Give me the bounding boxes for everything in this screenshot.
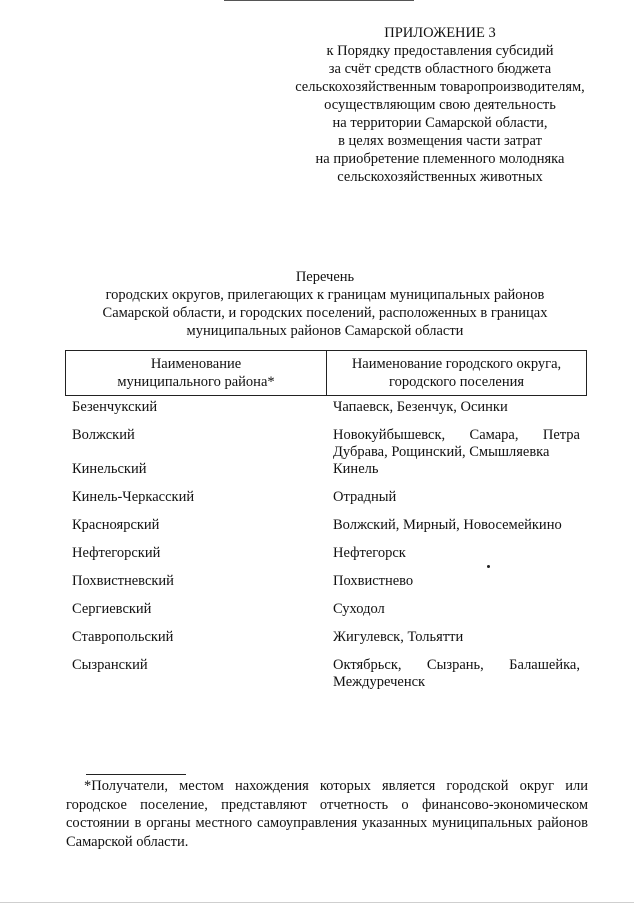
list-heading: Перечень [295, 269, 355, 285]
scan-speck [487, 565, 490, 568]
district-name: Нефтегорский [72, 545, 161, 561]
list-subtitle-line: Самарской области, и городских поселений, расположенных в границах [102, 305, 548, 321]
appendix-line: за счёт средств областного бюджета [328, 61, 552, 77]
appendix-line: сельскохозяйственных животных [337, 169, 543, 185]
district-name: Сызранский [72, 657, 148, 673]
district-name: Красноярский [72, 517, 160, 533]
footnote-text: *Получатели, местом нахождения которых является городской округ или городское поселение, представляют отчетность о финансово-экономическом состоянии в органы местного самоуправления указанных муниципальных районов Самарской области. [66, 778, 588, 850]
header-towns-column [327, 351, 586, 395]
table-body [72, 399, 580, 693]
footnote-separator [86, 774, 186, 775]
table-row [72, 399, 580, 427]
district-name: Похвистневский [72, 573, 174, 589]
towns-list: Нефтегорск [333, 545, 406, 561]
towns-list: Чапаевск, Безенчук, Осинки [333, 399, 508, 415]
table-row [72, 545, 580, 573]
header-towns-line: Наименование городского округа, [351, 356, 562, 372]
district-name: Сергиевский [72, 601, 152, 617]
towns-list: Новокуйбышевск, Самара, Петра Дубрава, Рощинский, Смышляевка [333, 427, 580, 460]
table-row [72, 657, 580, 693]
header-towns-line: городского поселения [388, 374, 525, 390]
table-row [72, 461, 580, 489]
table-row [72, 489, 580, 517]
towns-list: Похвистнево [333, 573, 414, 589]
towns-list: Суходол [333, 601, 385, 617]
towns-list: Отрадный [333, 489, 397, 505]
scan-artifact-bottom [0, 902, 634, 903]
header-district-line: муниципального района* [117, 374, 275, 390]
appendix-line: в целях возмещения части затрат [338, 133, 542, 149]
list-subtitle-line: городских округов, прилегающих к границам муниципальных районов [105, 287, 545, 303]
table-header [65, 350, 587, 396]
towns-list: Кинель [333, 461, 379, 477]
towns-list: Жигулевск, Тольятти [333, 629, 464, 645]
appendix-header [270, 24, 610, 186]
district-name: Кинель-Черкасский [72, 489, 195, 505]
list-title [60, 268, 590, 340]
district-name: Ставропольский [72, 629, 174, 645]
appendix-line: на территории Самарской области, [332, 115, 548, 131]
list-subtitle-line: муниципальных районов Самарской области [186, 323, 464, 339]
towns-list: Октябрьск, Сызрань, Балашейка, Междуреченск [333, 657, 580, 690]
district-name: Кинельский [72, 461, 147, 477]
appendix-line: к Порядку предоставления субсидий [326, 43, 554, 59]
table-row [72, 427, 580, 461]
towns-list: Волжский, Мирный, Новосемейкино [333, 517, 562, 533]
table-row [72, 629, 580, 657]
header-district-line: Наименование [150, 356, 242, 372]
appendix-line: осуществляющим свою деятельность [324, 97, 556, 113]
table-row [72, 517, 580, 545]
table-row [72, 601, 580, 629]
appendix-line: на приобретение племенного молодняка [315, 151, 565, 167]
table-row [72, 573, 580, 601]
district-name: Безенчукский [72, 399, 158, 415]
appendix-line: сельскохозяйственным товаропроизводителям, [295, 79, 585, 95]
district-name: Волжский [72, 427, 135, 443]
appendix-title: ПРИЛОЖЕНИЕ 3 [384, 25, 496, 41]
scan-artifact-top [224, 0, 414, 1]
header-district-column [66, 351, 327, 395]
